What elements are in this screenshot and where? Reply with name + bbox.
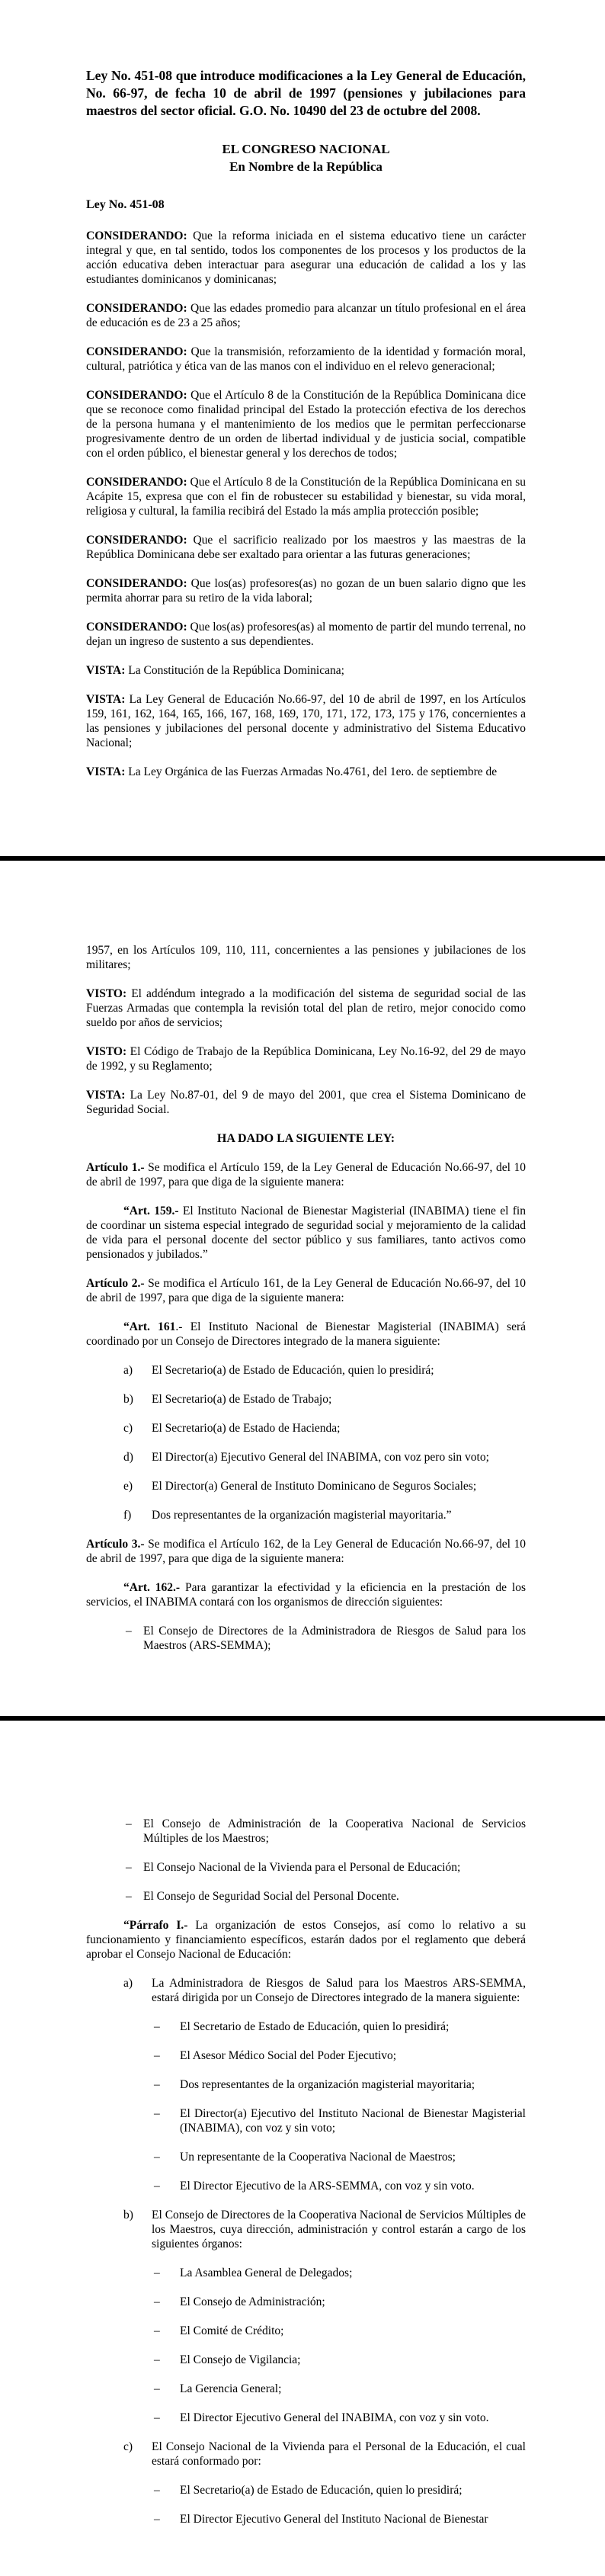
paragraph-text: Se modifica el Artículo 161, de la Ley General de Educación No.66-97, del 10 de abril de 1997, para que diga de la siguiente manera: xyxy=(86,1277,527,1304)
paragraph-text: El addéndum integrado a la modificación del sistema de seguridad social de las Fuerzas Armadas que contempla la revisión total del plan de retiro, mejor conocido como sueldo por años de servicios; xyxy=(86,987,526,1029)
sub-dash-item xyxy=(86,2150,526,2164)
list-item xyxy=(86,1392,526,1407)
paragraph-lead: VISTO: xyxy=(86,1045,127,1058)
page-2 xyxy=(0,861,605,1716)
list-marker: a) xyxy=(123,1364,133,1377)
law-number: Ley No. 451-08 xyxy=(86,198,165,211)
paragraph-text: Se modifica el Artículo 162, de la Ley General de Educación No.66-97, del 10 de abril de 1997, para que diga de la siguiente manera: xyxy=(86,1538,527,1565)
list-item xyxy=(86,2208,526,2251)
paragraph-lead: CONSIDERANDO: xyxy=(86,534,187,547)
sub-dash-item xyxy=(86,2106,526,2135)
list-marker: c) xyxy=(123,1422,133,1435)
dash-item-text: El Consejo de Administración de la Cooperativa Nacional de Servicios Múltiples de los Maestros; xyxy=(143,1817,526,1845)
dash-item xyxy=(86,1889,526,1904)
list-item xyxy=(86,1450,526,1464)
dash-item-text: El Director Ejecutivo de la ARS-SEMMA, con voz y sin voto. xyxy=(180,2180,475,2193)
dash-marker: – xyxy=(154,2266,160,2279)
in-name-line: En Nombre de la República xyxy=(229,159,383,174)
considerando-paragraph xyxy=(86,345,526,374)
sub-dash-item xyxy=(86,2512,526,2526)
paragraph-text: Para garantizar la efectividad y la eficiencia en la prestación de los servicios, el INABIMA contará con los organismos de dirección siguientes: xyxy=(86,1581,526,1609)
dash-marker: – xyxy=(154,2382,160,2395)
vista-paragraph xyxy=(86,663,526,678)
paragraph-lead: VISTO: xyxy=(86,987,127,1000)
sub-dash-item xyxy=(86,2353,526,2367)
articulo-paragraph xyxy=(86,1276,526,1305)
paragraph-text: .- El Instituto Nacional de Bienestar Magisterial (INABIMA) será coordinado por un Consejo de Directores integrado de la manera siguiente: xyxy=(86,1320,526,1348)
list-item xyxy=(86,1479,526,1493)
considerando-paragraph xyxy=(86,229,526,287)
dash-item xyxy=(86,1817,526,1846)
list-item xyxy=(86,1421,526,1436)
paragraph-text: La organización de estos Consejos, así como lo relativo a su funcionamiento y financiamiento específicos, estarán dados por el reglamento que deberá aprobar el Consejo Nacional de Educación: xyxy=(86,1919,526,1961)
paragraph-text: Que el Artículo 8 de la Constitución de la República Dominicana dice que se reconoce como finalidad principal del Estado la protección efectiva de los derechos de la persona humana y el mantenimiento de los medios que le permitan perfeccionarse progresivamente dentro de un orden de libertad individual y de justicia social, compatible con el orden público, el bienestar general y los derechos de todos; xyxy=(86,389,526,460)
paragraph-text: Que el Artículo 8 de la Constitución de la República Dominicana en su Acápite 15, expresa que con el fin de robustecer su estabilidad y bienestar, su vida moral, religiosa y cultural, la familia recibirá del Estado la más amplia protección posible; xyxy=(86,476,526,518)
paragraph-lead: Artículo 2.- xyxy=(86,1277,145,1290)
considerando-paragraph xyxy=(86,576,526,605)
dash-marker: – xyxy=(154,2484,160,2497)
list-item-text: El Director(a) Ejecutivo General del INABIMA, con voz pero sin voto; xyxy=(152,1451,489,1464)
dash-item-text: El Consejo Nacional de la Vivienda para el Personal de Educación; xyxy=(143,1861,461,1874)
dash-item-text: El Consejo de Vigilancia; xyxy=(180,2353,301,2366)
list-item-text: El Secretario(a) de Estado de Educación, quien lo presidirá; xyxy=(152,1364,434,1377)
list-item-text: La Administradora de Riesgos de Salud para los Maestros ARS-SEMMA, estará dirigida por un Consejo de Directores integrado de la manera siguiente: xyxy=(152,1977,526,2004)
dash-item-text: El Consejo de Seguridad Social del Personal Docente. xyxy=(143,1890,399,1903)
paragraph-text: Se modifica el Artículo 159, de la Ley General de Educación No.66-97, del 10 de abril de 1997, para que diga de la siguiente manera: xyxy=(86,1161,527,1189)
dash-item-text: Dos representantes de la organización magisterial mayoritaria; xyxy=(180,2078,475,2091)
page-1 xyxy=(0,0,605,856)
list-marker: e) xyxy=(123,1480,133,1493)
dash-marker: – xyxy=(154,2324,160,2337)
dash-item-text: El Consejo de Administración; xyxy=(180,2295,325,2308)
dash-marker: – xyxy=(154,2020,160,2033)
dash-item-text: El Consejo de Directores de la Administradora de Riesgos de Salud para los Maestros (ARS-SEMMA); xyxy=(143,1625,526,1652)
dash-marker: – xyxy=(154,2513,160,2526)
dash-item xyxy=(86,1860,526,1875)
paragraph-lead: “Art. 161 xyxy=(123,1320,176,1333)
list-marker: b) xyxy=(123,1393,133,1406)
quoted-article-paragraph xyxy=(86,1320,526,1349)
paragraph-text: Que la transmisión, reforzamiento de la identidad y formación moral, cultural, patriótica y ética van de las manos con el individuo en el relevo generacional; xyxy=(86,345,526,373)
list-item-text: Dos representantes de la organización magisterial mayoritaria.” xyxy=(152,1509,452,1522)
considerando-paragraph xyxy=(86,620,526,649)
list-item xyxy=(86,1363,526,1378)
list-item xyxy=(86,2440,526,2469)
dash-item-text: El Secretario de Estado de Educación, quien lo presidirá; xyxy=(180,2020,450,2033)
paragraph-lead: Artículo 3.- xyxy=(86,1538,145,1551)
paragraph-text: La Ley General de Educación No.66-97, del 10 de abril de 1997, en los Artículos 159, 161, 162, 164, 165, 166, 167, 168, 169, 170, 171, 172, 173, 175 y 176, concernientes a las pensiones y jubilaciones del personal docente y administrativo del Sistema Educativo Nacional; xyxy=(86,693,526,749)
paragraph-lead: “Art. 159.- xyxy=(123,1205,179,1217)
paragraph-text: Que el sacrificio realizado por los maestros y las maestras de la República Dominicana debe ser exaltado para orientar a las futuras generaciones; xyxy=(86,534,526,561)
articulo-paragraph xyxy=(86,1160,526,1189)
dash-marker: – xyxy=(154,2151,160,2164)
paragraph-text: 1957, en los Artículos 109, 110, 111, concernientes a las pensiones y jubilaciones de los militares; xyxy=(86,944,526,971)
considerando-paragraph xyxy=(86,533,526,562)
sub-dash-item xyxy=(86,2048,526,2063)
paragraph-lead: VISTA: xyxy=(86,664,126,677)
dash-marker: – xyxy=(154,2107,160,2120)
parrafo-paragraph xyxy=(86,1918,526,1962)
paragraph-text: La Ley No.87-01, del 9 de mayo del 2001, que crea el Sistema Dominicano de Seguridad Social. xyxy=(86,1089,526,1116)
law-enactment-heading: HA DADO LA SIGUIENTE LEY: xyxy=(216,1132,395,1145)
paragraph-lead: “Art. 162.- xyxy=(123,1581,181,1594)
dash-marker: – xyxy=(154,2411,160,2424)
list-item-text: El Secretario(a) de Estado de Hacienda; xyxy=(152,1422,341,1435)
quoted-article-paragraph xyxy=(86,1204,526,1262)
paragraph-lead: CONSIDERANDO: xyxy=(86,302,187,315)
list-marker: a) xyxy=(123,1977,133,1990)
paragraph-text: Que los(as) profesores(as) no gozan de un buen salario digno que les permita ahorrar para su retiro de la vida laboral; xyxy=(86,577,526,605)
visto-paragraph xyxy=(86,1044,526,1073)
dash-marker: – xyxy=(126,1861,132,1874)
list-marker: c) xyxy=(123,2440,133,2453)
congress-line: EL CONGRESO NACIONAL xyxy=(222,142,390,156)
list-item xyxy=(86,1508,526,1522)
paragraph-text: La Constitución de la República Dominicana; xyxy=(125,664,344,677)
dash-item xyxy=(86,1624,526,1653)
quoted-article-paragraph xyxy=(86,1580,526,1609)
paragraph-lead: VISTA: xyxy=(86,1089,126,1102)
list-marker: b) xyxy=(123,2209,133,2222)
dash-item-text: El Director Ejecutivo General del Instituto Nacional de Bienestar xyxy=(180,2513,488,2526)
congress-heading xyxy=(86,140,526,175)
list-item-text: El Director(a) General de Instituto Dominicano de Seguros Sociales; xyxy=(152,1480,477,1493)
list-marker: d) xyxy=(123,1451,133,1464)
sub-dash-item xyxy=(86,2483,526,2497)
dash-marker: – xyxy=(154,2295,160,2308)
dash-item-text: Un representante de la Cooperativa Nacional de Maestros; xyxy=(180,2151,456,2164)
page-3 xyxy=(0,1721,605,2576)
sub-dash-item xyxy=(86,2324,526,2338)
visto-paragraph xyxy=(86,986,526,1030)
vista-paragraph xyxy=(86,692,526,750)
dash-marker: – xyxy=(154,2180,160,2193)
paragraph-lead: CONSIDERANDO: xyxy=(86,621,187,634)
paragraph-lead: VISTA: xyxy=(86,765,126,778)
list-item xyxy=(86,1976,526,2005)
vista-paragraph xyxy=(86,1088,526,1117)
dash-item-text: El Secretario(a) de Estado de Educación, quien lo presidirá; xyxy=(180,2484,463,2497)
list-item-text: El Consejo Nacional de la Vivienda para el Personal de la Educación, el cual estará conformado por: xyxy=(152,2440,526,2468)
dash-marker: – xyxy=(126,1625,132,1638)
considerando-paragraph xyxy=(86,475,526,518)
sub-dash-item xyxy=(86,2019,526,2034)
dash-item-text: La Asamblea General de Delegados; xyxy=(180,2266,353,2279)
paragraph-lead: Artículo 1.- xyxy=(86,1161,145,1174)
dash-item-text: El Comité de Crédito; xyxy=(180,2324,284,2337)
dash-marker: – xyxy=(154,2049,160,2062)
list-marker: f) xyxy=(123,1509,132,1522)
dash-marker: – xyxy=(154,2353,160,2366)
paragraph-lead: CONSIDERANDO: xyxy=(86,229,187,242)
considerando-paragraph xyxy=(86,388,526,460)
dash-marker: – xyxy=(126,1890,132,1903)
paragraph-text: Que los(as) profesores(as) al momento de partir del mundo terrenal, no dejan un ingreso de sustento a sus dependientes. xyxy=(86,621,526,648)
sub-dash-item xyxy=(86,2411,526,2425)
paragraph-text: La Ley Orgánica de las Fuerzas Armadas No.4761, del 1ero. de septiembre de xyxy=(125,765,498,778)
sub-dash-item xyxy=(86,2382,526,2396)
paragraph-text: Que la reforma iniciada en el sistema educativo tiene un carácter integral y que, en tal sentido, todos los componentes de los procesos y los productos de la acción educativa deben interactuar para asegurar una educación de calidad a los y las estudiantes dominicanos y dominicanas; xyxy=(86,229,526,286)
paragraph-text: Que las edades promedio para alcanzar un título profesional en el área de educación es de 23 a 25 años; xyxy=(86,302,526,329)
considerando-paragraph xyxy=(86,301,526,330)
paragraph-lead: “Párrafo I.- xyxy=(123,1919,188,1932)
dash-marker: – xyxy=(154,2078,160,2091)
sub-dash-item xyxy=(86,2179,526,2193)
dash-marker: – xyxy=(126,1817,132,1830)
continuation-paragraph xyxy=(86,943,526,972)
paragraph-lead: CONSIDERANDO: xyxy=(86,389,187,402)
paragraph-text: El Código de Trabajo de la República Dominicana, Ley No.16-92, del 29 de mayo de 1992, y su Reglamento; xyxy=(86,1045,526,1073)
dash-item-text: El Director Ejecutivo General del INABIMA, con voz y sin voto. xyxy=(180,2411,489,2424)
sub-dash-item xyxy=(86,2266,526,2280)
dash-item-text: La Gerencia General; xyxy=(180,2382,282,2395)
doc-title: Ley No. 451-08 que introduce modificaciones a la Ley General de Educación, No. 66-97, de fecha 10 de abril de 1997 (pensiones y jubilaciones para maestros del sector oficial. G.O. No. 10490 del 23 de octubre del 2008. xyxy=(86,68,526,118)
sub-dash-item xyxy=(86,2295,526,2309)
dash-item-text: El Director(a) Ejecutivo del Instituto Nacional de Bienestar Magisterial (INABIMA), con voz y sin voto; xyxy=(180,2107,526,2135)
list-item-text: El Secretario(a) de Estado de Trabajo; xyxy=(152,1393,332,1406)
articulo-paragraph xyxy=(86,1537,526,1566)
list-item-text: El Consejo de Directores de la Cooperativa Nacional de Servicios Múltiples de los Maestros, cuya dirección, administración y control estarán a cargo de los siguientes órganos: xyxy=(152,2209,526,2250)
dash-item-text: El Asesor Médico Social del Poder Ejecutivo; xyxy=(180,2049,397,2062)
vista-paragraph xyxy=(86,765,526,779)
paragraph-lead: VISTA: xyxy=(86,693,126,706)
paragraph-lead: CONSIDERANDO: xyxy=(86,476,187,489)
paragraph-lead: CONSIDERANDO: xyxy=(86,577,187,590)
sub-dash-item xyxy=(86,2077,526,2092)
paragraph-lead: CONSIDERANDO: xyxy=(86,345,187,358)
paragraph-text: El Instituto Nacional de Bienestar Magisterial (INABIMA) tiene el fin de coordinar un sistema especial integrado de seguridad social y mejoramiento de la calidad de vida para el personal docente del sector público y sus familiares, tanto activos como pensionados y jubilados.” xyxy=(86,1205,526,1261)
